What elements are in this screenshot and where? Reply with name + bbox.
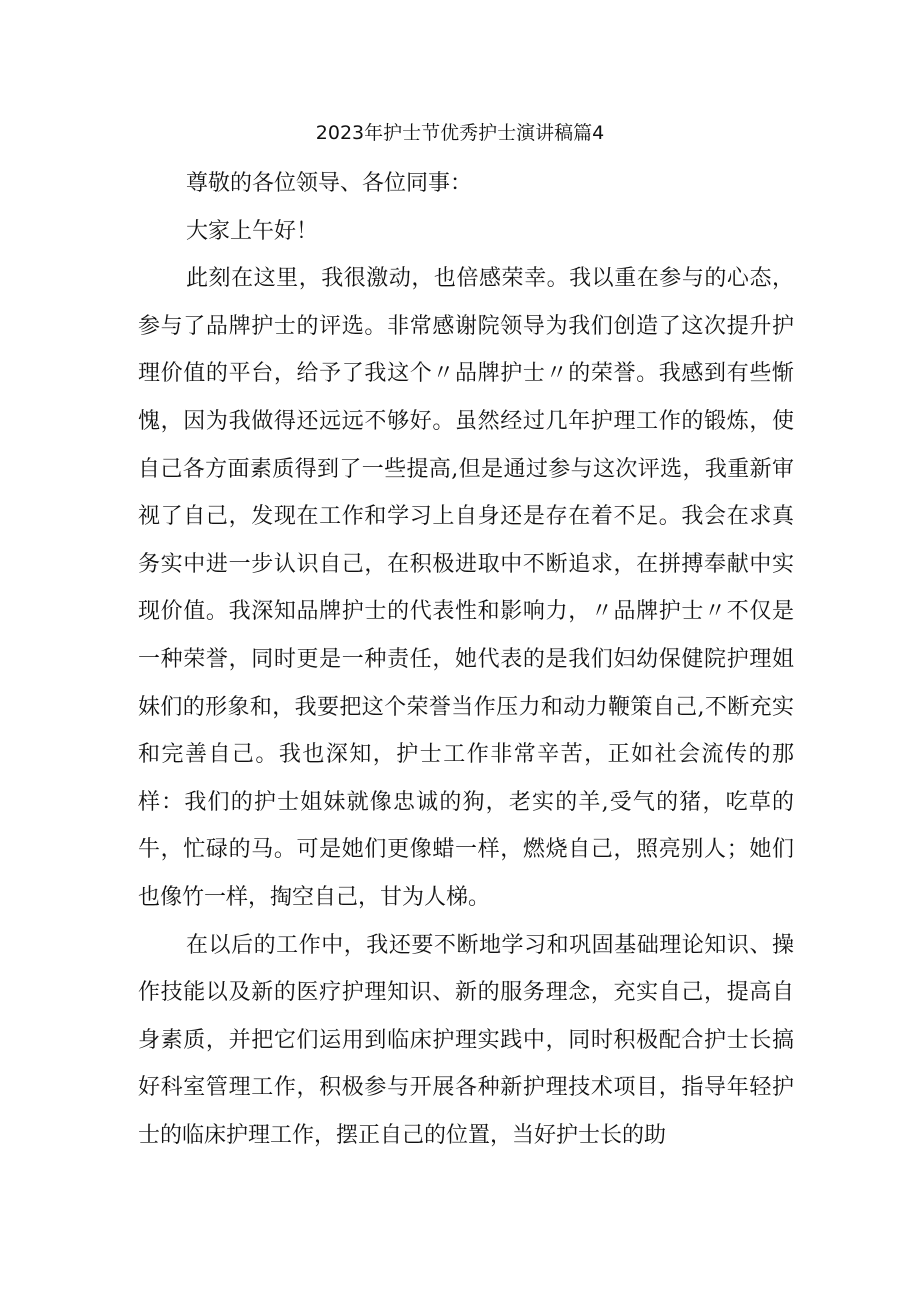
greeting-paragraph: 大家上午好！ [186,218,319,244]
document-body [138,160,794,1159]
body-paragraph-1: 此刻在这里，我很激动，也倍感荣幸。我以重在参与的心态，参与了品牌护士的评选。非常感谢院领导为我们创造了这次提升护理价值的平台，给予了我这个〃品牌护士〃的荣誉。我感到有些惭愧，因为我做得还远远不够好。虽然经过几年护理工作的锻炼，使自己各方面素质得到了一些提高,但是通过参与这次评选，我重新审视了自己，发现在工作和学习上自身还是存在着不足。我会在求真务实中进一步认识自己，在积极进取中不断追求，在拼搏奉献中实现价值。我深知品牌护士的代表性和影响力，〃品牌护士〃不仅是一种荣誉，同时更是一种责任，她代表的是我们妇幼保健院护理姐妹们的形象和，我要把这个荣誉当作压力和动力鞭策自己,不断充实和完善自己。我也深知，护士工作非常辛苦，正如社会流传的那样：我们的护士姐妹就像忠诚的狗，老实的羊,受气的猪，吃草的牛，忙碌的马。可是她们更像蜡一样，燃烧自己，照亮别人；她们也像竹一样，掏空自己，甘为人梯。 [138,266,794,910]
salutation-paragraph: 尊敬的各位领导、各位同事： [186,171,473,196]
body-paragraph-2: 在以后的工作中，我还要不断地学习和巩固基础理论知识、操作技能以及新的医疗护理知识、新的服务理念，充实自己，提高自身素质，并把它们运用到临床护理实践中，同时积极配合护士长搞好科室管理工作，积极参与开展各种新护理技术项目，指导年轻护士的临床护理工作，摆正自己的位置，当好护士长的助 [138,932,794,1148]
document-title: 2023年护士节优秀护士演讲稿篇4 [315,122,605,144]
